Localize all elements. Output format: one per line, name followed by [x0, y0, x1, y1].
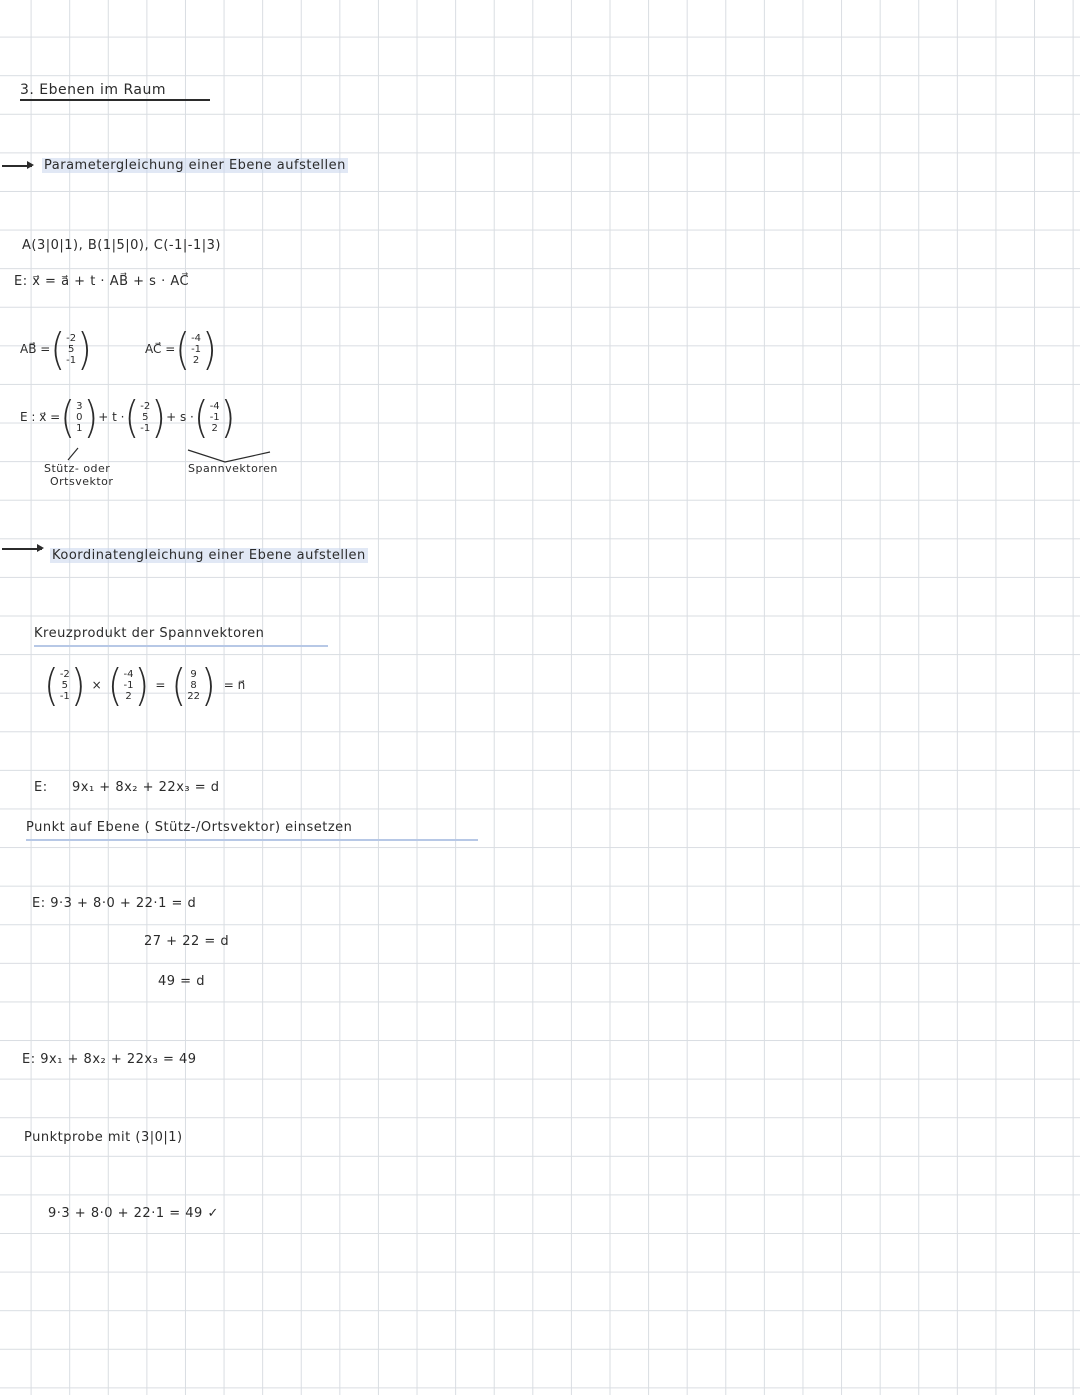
- coordinate-eq: 9x₁ + 8x₂ + 22x₃ = d: [72, 780, 220, 795]
- calc-step-2: 27 + 22 = d: [144, 934, 230, 949]
- cross-product: ( -2 5 -1 ) × ( -4 -1 2 ) = ( 9 8 22 ) = n⃗: [44, 659, 246, 711]
- title-underline: [20, 99, 210, 101]
- point-test-check: 9·3 + 8·0 + 22·1 = 49 ✓: [48, 1206, 219, 1221]
- vector-ab: AB⃗ = ( -2 5 -1 ): [20, 323, 92, 375]
- arrow-icon: [2, 548, 42, 550]
- note-underline: [26, 839, 478, 841]
- vector-ac: AC⃗ = ( -4 -1 2 ): [145, 323, 217, 375]
- point-test-heading: Punktprobe mit (3|0|1): [24, 1130, 183, 1145]
- cross-product-heading: Kreuzprodukt der Spannvektoren: [34, 626, 265, 641]
- parameter-form-general: E: x⃗ = a⃗ + t · AB⃗ + s · AC⃗: [14, 274, 190, 289]
- section-heading-coordinate: Koordinatengleichung einer Ebene aufstellen: [52, 548, 366, 563]
- section-heading-parameter: Parametergleichung einer Ebene aufstellen: [44, 158, 346, 173]
- parameter-equation: E : x⃗ = ( 3 0 1 ) + t · ( -2 5 -1 ) + s · ( -4 -1 2 ): [20, 391, 236, 443]
- final-equation: E: 9x₁ + 8x₂ + 22x₃ = 49: [22, 1052, 197, 1067]
- support-vector-note: Stütz- oder Ortsvektor: [44, 462, 114, 488]
- heading-underline: [34, 645, 328, 647]
- page-title: 3. Ebenen im Raum: [20, 82, 166, 98]
- calc-step-3: 49 = d: [158, 974, 205, 989]
- points-line: A(3|0|1), B(1|5|0), C(-1|-1|3): [22, 238, 221, 253]
- calc-step-1: E: 9·3 + 8·0 + 22·1 = d: [32, 896, 197, 911]
- insert-point-note: Punkt auf Ebene ( Stütz-/Ortsvektor) einsetzen: [26, 820, 353, 835]
- arrow-icon: [2, 165, 32, 167]
- coordinate-eq-label: E:: [34, 780, 48, 795]
- span-vectors-note: Spannvektoren: [188, 462, 278, 475]
